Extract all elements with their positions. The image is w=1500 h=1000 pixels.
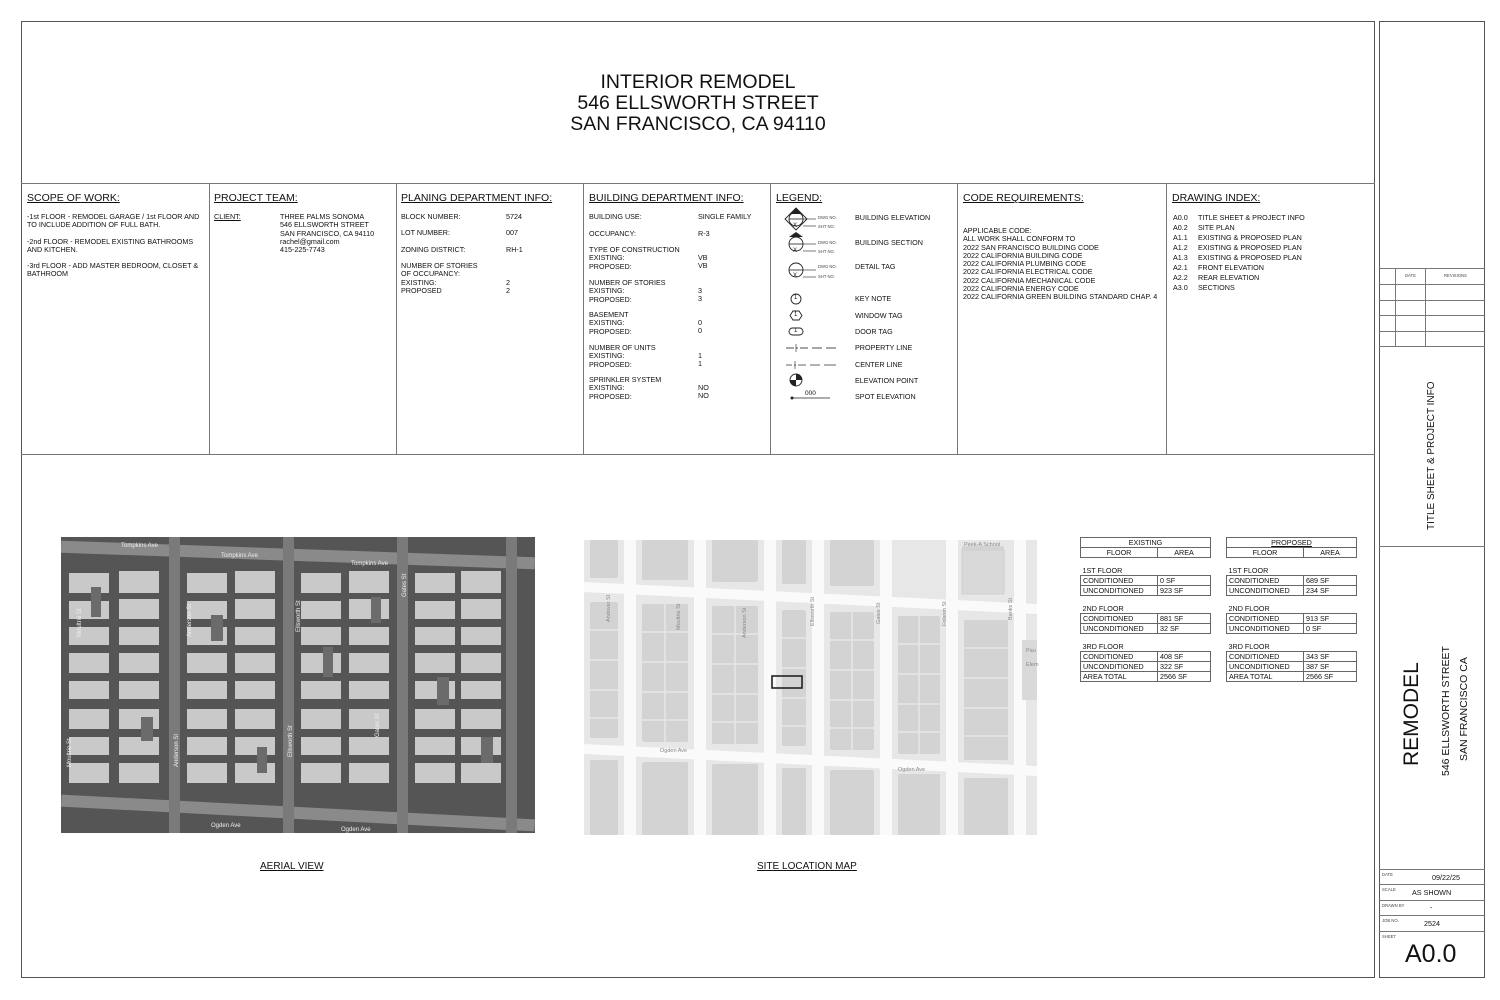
conditioned-label: CONDITIONED: [1081, 614, 1158, 624]
legend-item: SPOT ELEVATION: [855, 392, 916, 401]
area-total-label: AREA TOTAL: [1081, 672, 1158, 682]
floor-label: 2ND FLOOR: [1228, 604, 1270, 613]
index-sheet-name: TITLE SHEET & PROJECT INFO: [1198, 213, 1305, 222]
units: [589, 344, 656, 369]
legend-item: BUILDING ELEVATION: [855, 213, 931, 222]
unconditioned-label: UNCONDITIONED: [1081, 586, 1158, 596]
drawn-by-value: -: [1430, 903, 1433, 912]
map-street-label: Gates St: [876, 602, 882, 624]
table-header-floor: FLOOR: [1227, 548, 1304, 558]
drawn-by-label: DRAWN BY: [1382, 903, 1405, 908]
units-proposed-value: 1: [698, 359, 702, 369]
map-street-label: Ogden Ave: [660, 748, 688, 754]
sprinkler-proposed-value: NO: [698, 391, 709, 401]
code-line: 2022 CALIFORNIA PLUMBING CODE: [963, 259, 1087, 269]
legend-section: [776, 192, 822, 204]
block-label: BLOCK NUMBER:: [401, 212, 461, 221]
area-value: 0 SF: [1304, 624, 1357, 634]
planning-section: [401, 192, 552, 204]
elevation-point-symbol: [790, 374, 802, 386]
map-poi-label: Peek-A School: [964, 542, 1001, 548]
scope-item-2-line-1: -2nd FLOOR - REMODEL EXISTING BATHROOMS: [27, 236, 194, 246]
column-divider: [1166, 183, 1167, 454]
sprinkler-existing-label: EXISTING:: [589, 383, 625, 393]
revision-date-header: DATE: [1405, 273, 1416, 278]
date-label: DATE: [1382, 872, 1393, 877]
area-value: 881 SF: [1158, 614, 1211, 624]
aerial-street-label: Ellsworth St: [296, 600, 302, 632]
code-line: 2022 SAN FRANCISCO BUILDING CODE: [963, 242, 1099, 252]
sym-dwg-no: DWG NO.: [818, 264, 837, 269]
legend-item: DETAIL TAG: [855, 262, 896, 271]
index-numbers: [1173, 213, 1188, 293]
building-stories-existing-value: 3: [698, 286, 702, 295]
column-divider: [770, 183, 771, 454]
building-stories-values: [698, 287, 702, 304]
legend-item: DOOR TAG: [855, 327, 893, 336]
sprinkler-existing-value: NO: [698, 383, 709, 392]
index-section: [1172, 192, 1260, 204]
stories-proposed-label: PROPOSED: [401, 285, 442, 295]
floor-label: 1ST FLOOR: [1082, 566, 1123, 575]
client-label: CLIENT:: [214, 212, 241, 221]
area-value: 32 SF: [1158, 624, 1211, 634]
team-section: [214, 192, 298, 204]
revision-header: REVISIONS: [1444, 273, 1467, 278]
legend-item: KEY NOTE: [855, 294, 892, 303]
code-line: 2022 CALIFORNIA ELECTRICAL CODE: [963, 267, 1093, 277]
building-stories-proposed-value: 3: [698, 294, 702, 304]
door-tag-number: 1: [794, 328, 798, 334]
units-label: NUMBER OF UNITS: [589, 343, 656, 352]
planning-stories: [401, 262, 478, 295]
center-line-symbol: [786, 361, 836, 369]
aerial-street-label: Anderson St: [174, 733, 180, 767]
area-value: 0 SF: [1158, 576, 1211, 586]
floor-label: 2ND FLOOR: [1082, 604, 1124, 613]
aerial-street-label: Gates St: [402, 573, 408, 597]
scale-label: SCALE: [1382, 887, 1396, 892]
title-line-2: 546 ELLSWORTH STREET: [577, 92, 819, 114]
unconditioned-label: UNCONDITIONED: [1081, 662, 1158, 672]
map-street-label: Ogden Ave: [898, 767, 926, 773]
basement: [589, 311, 632, 336]
index-names: [1198, 213, 1305, 293]
spot-elevation-value: 000: [805, 390, 816, 397]
scale-value: AS SHOWN: [1412, 888, 1452, 897]
use-label: BUILDING USE:: [589, 212, 642, 221]
index-sheet-number: A2.2: [1173, 273, 1188, 282]
index-sheet-name: EXISTING & PROPOSED PLAN: [1198, 253, 1302, 262]
map-street-label: Banks St: [1008, 597, 1014, 620]
legend-item: PROPERTY LINE: [855, 343, 913, 352]
sym-x-label: X: [793, 248, 798, 254]
existing-area-table: [1080, 537, 1211, 682]
project-name-vertical: REMODEL: [1400, 662, 1423, 766]
code-line: 2022 CALIFORNIA GREEN BUILDING STANDARD CHAP. 4: [963, 292, 1158, 302]
basement-proposed-label: PROPOSED:: [589, 326, 632, 336]
floor-label: 1ST FLOOR: [1228, 566, 1269, 575]
aerial-street-label: Ellsworth St: [288, 725, 294, 757]
area-total-value: 2566 SF: [1304, 672, 1357, 682]
planning-stories-values: [506, 279, 510, 296]
conditioned-label: CONDITIONED: [1081, 652, 1158, 662]
sym-x-label: X: [793, 223, 798, 229]
floor-label: 3RD FLOOR: [1082, 642, 1124, 651]
stories-label-line-1: NUMBER OF STORIES: [401, 261, 478, 270]
sym-dwg-no: DWG NO.: [818, 215, 837, 220]
address-line-1-vertical: 546 ELLSWORTH STREET: [1440, 646, 1452, 776]
index-sheet-number: A0.2: [1173, 223, 1188, 232]
basement-label: BASEMENT: [589, 310, 629, 319]
area-value: 923 SF: [1158, 586, 1211, 596]
scope-item-1-line-1: -1st FLOOR - REMODEL GARAGE / 1st FLOOR AND: [27, 212, 200, 221]
proposed-area-table: [1226, 537, 1357, 682]
area-total-label: AREA TOTAL: [1227, 672, 1304, 682]
unconditioned-label: UNCONDITIONED: [1227, 586, 1304, 596]
construction-existing-label: EXISTING:: [589, 253, 625, 263]
index-sheet-name: EXISTING & PROPOSED PLAN: [1198, 243, 1302, 252]
code-list: [963, 227, 1157, 302]
client-phone: 415-225-7743: [280, 245, 325, 255]
occupancy-value: R-3: [698, 229, 710, 238]
map-street-label: Andover St: [606, 594, 612, 622]
aerial-street-label: Anderson St: [187, 603, 193, 637]
conditioned-label: CONDITIONED: [1227, 614, 1304, 624]
stories-proposed-value: 2: [506, 286, 510, 296]
sprinkler-label: SPRINKLER SYSTEM: [589, 375, 662, 384]
scope-item-2: [27, 238, 199, 255]
index-sheet-name: EXISTING & PROPOSED PLAN: [1198, 233, 1302, 242]
property-line-symbol: [786, 344, 836, 352]
scope-section: [27, 192, 199, 279]
planning-heading: PLANING DEPARTMENT INFO:: [401, 192, 553, 204]
index-sheet-name: REAR ELEVATION: [1198, 273, 1260, 282]
scope-item-3-line-1: -3rd FLOOR - ADD MASTER BEDROOM, CLOSET &: [27, 261, 199, 271]
aerial-street-label: Tompkins Ave: [121, 543, 158, 549]
index-sheet-number: A0.0: [1173, 213, 1188, 222]
construction-type-label: TYPE OF CONSTRUCTION: [589, 245, 680, 254]
column-divider: [209, 183, 210, 454]
floor-label: 3RD FLOOR: [1228, 642, 1270, 651]
area-total-value: 2566 SF: [1158, 672, 1211, 682]
scope-item-1: [27, 213, 199, 230]
index-sheet-number: A1.3: [1173, 253, 1188, 262]
construction-proposed-value: VB: [698, 261, 708, 271]
legend-item: BUILDING SECTION: [855, 238, 923, 247]
aerial-street-label: Ogden Ave: [211, 823, 241, 829]
aerial-view-caption: AERIAL VIEW: [260, 861, 324, 872]
code-line: 2022 CALIFORNIA ENERGY CODE: [963, 284, 1079, 294]
column-divider: [396, 183, 397, 454]
sheet-number: A0.0: [1405, 940, 1457, 968]
area-value: 343 SF: [1304, 652, 1357, 662]
sym-sht-no: SHT NO.: [818, 224, 835, 229]
address-line-2-vertical: SAN FRANCISCO CA: [1458, 657, 1470, 761]
index-sheet-number: A1.1: [1173, 233, 1188, 242]
index-sheet-name: SECTIONS: [1198, 283, 1235, 292]
key-note-number: 1: [794, 295, 798, 301]
scope-item-1-line-2: TO INCLUDE ADDITION OF FULL BATH.: [27, 220, 161, 230]
table-header-area: AREA: [1304, 548, 1357, 558]
units-values: [698, 352, 702, 369]
job-number-value: 2524: [1424, 919, 1440, 928]
units-existing-label: EXISTING:: [589, 351, 625, 361]
scope-item-2-line-2: AND KITCHEN.: [27, 244, 78, 254]
index-sheet-number: A2.1: [1173, 263, 1188, 272]
title-line-1: INTERIOR REMODEL: [600, 71, 796, 93]
map-poi-label: Elem: [1026, 662, 1039, 668]
column-divider: [583, 183, 584, 454]
sym-sht-no: SHT NO.: [818, 249, 835, 254]
index-sheet-number: A3.0: [1173, 283, 1188, 292]
map-street-label: Anderson St: [742, 607, 748, 638]
scope-item-3-line-2: BATHROOM: [27, 269, 68, 279]
lot-value: 007: [506, 228, 518, 237]
construction-existing-value: VB: [698, 253, 708, 262]
job-number-label: JOB NO.: [1382, 918, 1399, 923]
date-value: 09/22/25: [1432, 873, 1460, 882]
sym-x-label: X: [793, 273, 798, 279]
code-heading: CODE REQUIREMENTS:: [963, 192, 1084, 204]
aerial-street-label: Tompkins Ave: [351, 561, 388, 567]
legend-item: ELEVATION POINT: [855, 376, 919, 385]
basement-existing-label: EXISTING:: [589, 318, 625, 328]
construction-proposed-label: PROPOSED:: [589, 261, 632, 271]
proposed-table-title: PROPOSED: [1227, 538, 1357, 548]
stories-existing-label: EXISTING:: [401, 277, 437, 287]
unconditioned-label: UNCONDITIONED: [1081, 624, 1158, 634]
building-stories: [589, 279, 666, 304]
zoning-label: ZONING DISTRICT:: [401, 245, 466, 254]
building-heading: BUILDING DEPARTMENT INFO:: [589, 192, 744, 204]
code-line: APPLICABLE CODE:: [963, 226, 1032, 235]
aerial-street-label: Moultrie St: [67, 738, 73, 767]
map-poi-label: Pau: [1026, 648, 1036, 654]
code-line: ALL WORK SHALL CONFORM TO: [963, 234, 1076, 244]
building-stories-proposed-label: PROPOSED:: [589, 294, 632, 304]
info-band-top-line: [21, 183, 1375, 184]
sprinkler: [589, 376, 661, 401]
sprinkler-proposed-label: PROPOSED:: [589, 391, 632, 401]
existing-table-title: EXISTING: [1081, 538, 1211, 548]
client-name: THREE PALMS SONOMA: [280, 212, 365, 221]
basement-values: [698, 319, 702, 336]
sheet-title-vertical: TITLE SHEET & PROJECT INFO: [1426, 381, 1437, 530]
units-existing-value: 1: [698, 351, 702, 360]
code-line: 2022 CALIFORNIA MECHANICAL CODE: [963, 275, 1096, 285]
client-address: 546 ELLSWORTH STREET: [280, 220, 369, 230]
index-sheet-name: SITE PLAN: [1198, 223, 1235, 232]
legend-symbols: [782, 208, 848, 408]
area-value: 387 SF: [1304, 662, 1357, 672]
index-sheet-number: A1.2: [1173, 243, 1188, 252]
index-sheet-name: FRONT ELEVATION: [1198, 263, 1264, 272]
units-proposed-label: PROPOSED:: [589, 359, 632, 369]
area-value: 689 SF: [1304, 576, 1357, 586]
index-heading: DRAWING INDEX:: [1172, 192, 1261, 204]
aerial-view-image: [61, 537, 535, 833]
use-value: SINGLE FAMILY: [698, 212, 752, 221]
building-elevation-symbol: [785, 208, 816, 230]
aerial-street-label: Moultrie St: [77, 608, 83, 637]
conditioned-label: CONDITIONED: [1227, 576, 1304, 586]
table-header-floor: FLOOR: [1081, 548, 1158, 558]
window-tag-number: 1: [794, 312, 798, 318]
construction-type: [589, 246, 680, 271]
info-band-bottom-line: [21, 454, 1375, 455]
area-value: 408 SF: [1158, 652, 1211, 662]
legend-heading: LEGEND:: [776, 192, 823, 204]
sym-sht-no: SHT NO.: [818, 274, 835, 279]
sheet-label: SHEET: [1382, 934, 1396, 939]
sym-dwg-no: DWG NO.: [818, 240, 837, 245]
client-info: [280, 213, 374, 254]
building-stories-label: NUMBER OF STORIES: [589, 278, 666, 287]
construction-type-values: [698, 254, 708, 271]
client-city: SAN FRANCISCO, CA 94110: [280, 228, 375, 238]
legend-item: WINDOW TAG: [855, 311, 903, 320]
area-value: 322 SF: [1158, 662, 1211, 672]
table-header-area: AREA: [1158, 548, 1211, 558]
scope-item-3: [27, 262, 199, 279]
legend-item: CENTER LINE: [855, 360, 903, 369]
aerial-street-label: Tompkins Ave: [221, 553, 258, 559]
column-divider: [957, 183, 958, 454]
occupancy-label: OCCUPANCY:: [589, 229, 636, 238]
building-stories-existing-label: EXISTING:: [589, 286, 625, 296]
block-value: 5724: [506, 212, 522, 221]
site-location-map: [584, 540, 1037, 835]
unconditioned-label: UNCONDITIONED: [1227, 624, 1304, 634]
unconditioned-label: UNCONDITIONED: [1227, 662, 1304, 672]
basement-existing-value: 0: [698, 318, 702, 327]
area-value: 234 SF: [1304, 586, 1357, 596]
area-value: 913 SF: [1304, 614, 1357, 624]
map-street-label: Moultrie St: [676, 603, 682, 630]
title-line-3: SAN FRANCISCO, CA 94110: [570, 113, 826, 135]
stories-label-line-2: OF OCCUPANCY:: [401, 269, 460, 279]
aerial-street-label: Gates St: [375, 713, 381, 737]
map-street-label: Ellsworth St: [810, 596, 816, 626]
conditioned-label: CONDITIONED: [1227, 652, 1304, 662]
code-line: 2022 CALIFORNIA BUILDING CODE: [963, 250, 1083, 260]
sprinkler-values: [698, 384, 709, 401]
code-section: [963, 192, 1084, 204]
project-title: [21, 72, 1375, 135]
team-heading: PROJECT TEAM:: [214, 192, 298, 204]
building-section: [589, 192, 744, 204]
site-map-caption: SITE LOCATION MAP: [757, 861, 857, 872]
scope-heading: SCOPE OF WORK:: [27, 192, 120, 204]
conditioned-label: CONDITIONED: [1081, 576, 1158, 586]
basement-proposed-value: 0: [698, 326, 702, 336]
map-street-label: Folsom St: [942, 601, 948, 626]
client-email: rachel@gmail.com: [280, 236, 340, 246]
zoning-value: RH-1: [506, 245, 523, 254]
lot-label: LOT NUMBER:: [401, 228, 450, 237]
stories-existing-value: 2: [506, 278, 510, 287]
aerial-street-label: Ogden Ave: [341, 827, 371, 833]
